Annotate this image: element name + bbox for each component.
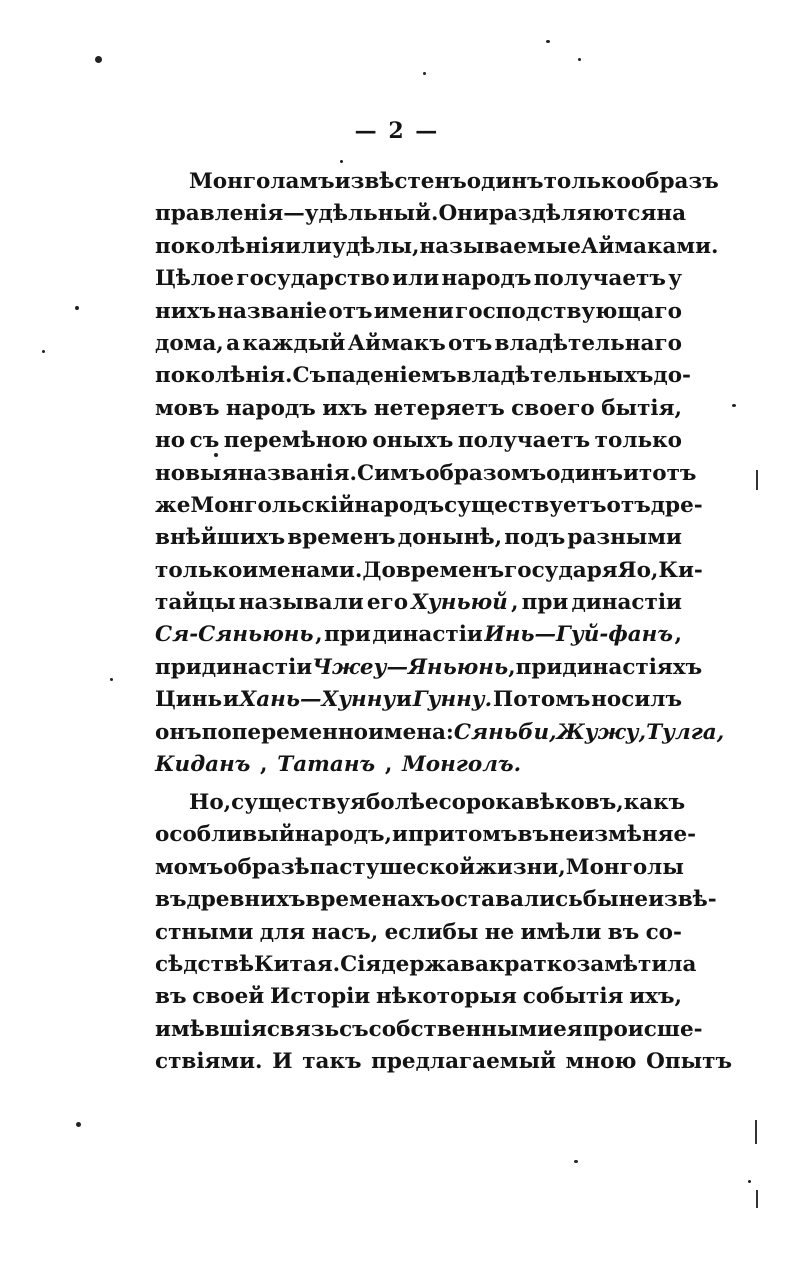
word: мною <box>565 1049 637 1075</box>
text-line <box>155 587 682 619</box>
word: Сяньби, <box>453 719 557 745</box>
word: династіи <box>201 654 313 680</box>
word: въ <box>155 887 187 913</box>
word: называли <box>238 590 364 616</box>
word: До <box>362 557 396 583</box>
scan-speck <box>546 40 550 43</box>
word: , <box>510 590 519 616</box>
word: дома, <box>155 330 224 356</box>
word: названія. <box>237 460 357 486</box>
scan-speck <box>110 678 113 681</box>
word: бытія, <box>601 395 682 421</box>
word: у <box>668 266 682 292</box>
word: Исторіи <box>270 984 371 1010</box>
word: образъ <box>630 169 719 194</box>
word: и <box>222 687 239 713</box>
word: собственными <box>368 1016 554 1042</box>
word: своего <box>511 395 595 421</box>
word: отъ <box>448 330 493 356</box>
word: временахъ <box>305 887 441 913</box>
word: Съ <box>292 363 327 389</box>
word: нѣкоторыя <box>376 984 517 1010</box>
word: или <box>285 233 333 259</box>
word: внѣйшихъ <box>155 525 286 551</box>
word: или <box>392 266 440 292</box>
word: получаетъ <box>457 428 591 454</box>
text-line <box>155 787 686 819</box>
word: мовъ <box>155 395 220 421</box>
word: владѣтельныхъ <box>456 363 654 389</box>
word: оныхъ <box>372 428 454 454</box>
text-line <box>155 490 703 522</box>
word: , <box>412 233 420 259</box>
word: событія <box>522 984 624 1010</box>
scan-speck <box>748 1180 751 1183</box>
text-line <box>155 555 703 587</box>
scan-speck <box>42 350 45 353</box>
word: момъ <box>155 854 224 880</box>
word: ея <box>553 1016 583 1042</box>
word: Чжеу—Яньюнь <box>312 654 509 680</box>
text-line <box>155 749 682 781</box>
scan-edge-mark <box>756 470 758 490</box>
text-line <box>155 522 682 554</box>
word: удѣльный. <box>304 201 439 227</box>
word: неизвѣ- <box>618 887 717 913</box>
word: онъ <box>155 719 202 745</box>
word: Симъ <box>356 460 426 486</box>
word: его <box>366 590 409 616</box>
word: именами. <box>242 557 363 583</box>
word: держава <box>381 951 489 977</box>
word: поколѣнія. <box>155 363 293 389</box>
text-line <box>155 360 691 392</box>
word: , <box>260 752 268 778</box>
scan-speck <box>340 160 343 163</box>
word: династіи <box>571 590 682 616</box>
word: Хуньюй <box>411 590 508 616</box>
word: попеременно <box>201 719 368 745</box>
word: только <box>155 557 243 583</box>
word: Монголъ. <box>401 752 522 778</box>
word: при <box>521 590 569 616</box>
text-line <box>155 166 719 198</box>
word: имѣли <box>520 919 602 945</box>
word: династіяхъ <box>562 654 703 680</box>
word: названіе <box>217 298 328 324</box>
word: Ки- <box>658 557 703 583</box>
word: стными <box>155 919 254 945</box>
paragraph-2 <box>155 787 732 1079</box>
scan-speck <box>574 1160 578 1163</box>
word: особливый <box>155 822 295 848</box>
word: при <box>515 654 563 680</box>
word: разными <box>567 525 682 551</box>
word: Инь—Гуй-фанъ <box>484 622 673 648</box>
word: какъ <box>623 790 686 815</box>
word: и <box>396 687 412 713</box>
word: народъ <box>441 266 532 292</box>
word: государя <box>504 557 618 583</box>
word: дре- <box>650 492 703 518</box>
word: нетеряетъ <box>373 395 505 421</box>
word: имѣвшія <box>155 1016 267 1042</box>
word: Но, <box>189 790 232 815</box>
word: одинъ <box>466 169 544 194</box>
word: извѣстенъ <box>334 169 467 194</box>
word: правленія <box>155 201 284 227</box>
word: на <box>656 201 687 227</box>
word: династіи <box>372 622 483 648</box>
text-line <box>155 231 719 263</box>
scan-speck <box>95 56 102 63</box>
text-line <box>155 819 697 851</box>
word: Монгольскій <box>190 492 355 518</box>
word: до- <box>653 363 691 389</box>
word: господствующаго <box>455 298 682 324</box>
word: Они <box>438 201 489 227</box>
word: оставались <box>440 887 583 913</box>
word: связь <box>266 1016 340 1042</box>
text-line <box>155 652 703 684</box>
page-number: — 2 — <box>354 118 440 144</box>
word: пастушеской <box>309 854 476 880</box>
word: существуетъ <box>444 492 607 518</box>
word: вѣковъ, <box>524 790 624 815</box>
word: имени <box>373 298 454 324</box>
word: Хань—Хунну <box>239 687 396 713</box>
word: но <box>155 428 186 454</box>
word: и <box>622 460 639 486</box>
word: Монголамъ <box>189 169 335 194</box>
word: такъ <box>302 1049 362 1075</box>
word: неизмѣняе- <box>548 822 697 848</box>
word: отъ <box>328 298 373 324</box>
text-line <box>155 328 682 360</box>
word: притомъ <box>407 822 518 848</box>
word: Ся-Сяньюнь <box>155 622 314 648</box>
text-line <box>155 425 682 457</box>
word: при <box>324 622 371 648</box>
word: поколѣнія <box>155 233 286 259</box>
word: называемые <box>419 233 581 259</box>
scan-speck <box>578 58 581 61</box>
word: еслибы <box>384 919 479 945</box>
word: не <box>484 919 515 945</box>
word: Гунну. <box>412 687 493 713</box>
word: бы <box>582 887 619 913</box>
word: Монголы <box>565 854 684 880</box>
word: болѣе <box>365 790 439 815</box>
scan-edge-mark <box>755 1120 757 1144</box>
word: ихъ <box>322 395 368 421</box>
word: Китая. <box>254 951 341 977</box>
word: тайцы <box>155 590 236 616</box>
word: древнихъ <box>186 887 306 913</box>
word: народъ <box>225 395 316 421</box>
word: со- <box>645 919 682 945</box>
paragraph-1 <box>155 166 725 781</box>
word: И <box>272 1049 293 1075</box>
word: съ <box>189 428 220 454</box>
word: предлагаемый <box>371 1049 556 1075</box>
scan-edge-mark <box>756 1190 758 1208</box>
word: Яо, <box>617 557 659 583</box>
word: временъ <box>287 525 396 551</box>
text-line <box>155 458 697 490</box>
word: народъ, <box>294 822 393 848</box>
word: въ <box>517 822 549 848</box>
word: Татанъ <box>277 752 376 778</box>
word: раздѣляются <box>488 201 657 227</box>
text-line <box>155 981 682 1013</box>
word: образомъ <box>425 460 547 486</box>
word: Опытъ <box>646 1049 732 1075</box>
word: сѣдствѣ <box>155 951 255 977</box>
word: насъ, <box>311 919 379 945</box>
word: нихъ <box>155 298 216 324</box>
word: донынѣ, <box>397 525 503 551</box>
word: — <box>283 201 305 227</box>
word: перемѣною <box>223 428 368 454</box>
word: Цинь <box>155 687 223 713</box>
word: а <box>226 330 241 356</box>
text-line <box>155 1046 732 1078</box>
word: , <box>508 654 516 680</box>
word: съ <box>339 1016 369 1042</box>
text-line <box>155 949 697 981</box>
word: государство <box>236 266 390 292</box>
scan-speck <box>732 404 736 407</box>
word: въ <box>155 984 187 1010</box>
word: только <box>543 169 631 194</box>
word: Цѣлое <box>155 266 235 292</box>
text-line <box>155 619 682 651</box>
text-line <box>155 717 725 749</box>
scan-speck <box>76 1122 81 1127</box>
word: , <box>315 622 323 648</box>
text-line <box>155 852 682 884</box>
word: каждый <box>242 330 346 356</box>
text-line <box>155 296 682 328</box>
word: образѣ <box>223 854 310 880</box>
text-line <box>155 1014 703 1046</box>
word: владѣтельнаго <box>494 330 682 356</box>
word: носилъ <box>591 687 682 713</box>
scan-speck <box>75 306 79 310</box>
word: при <box>155 654 202 680</box>
word: кратко <box>488 951 577 977</box>
word: Жужу, <box>556 719 647 745</box>
word: Аймакъ <box>347 330 446 356</box>
word: паденіемъ <box>326 363 457 389</box>
word: жизни, <box>475 854 566 880</box>
word: Сія <box>340 951 382 977</box>
word: сорока <box>438 790 525 815</box>
word: Аймаками. <box>580 233 719 259</box>
text-line <box>155 198 687 230</box>
word: въ <box>607 919 640 945</box>
scan-speck <box>423 72 426 75</box>
text-line <box>155 917 682 949</box>
text-line <box>155 684 682 716</box>
text-line <box>155 393 682 425</box>
word: происше- <box>582 1016 703 1042</box>
scan-speck <box>214 453 218 457</box>
word: тотъ <box>638 460 697 486</box>
word: Тулга, <box>646 719 725 745</box>
word: и <box>392 822 408 848</box>
word: получаетъ <box>533 266 666 292</box>
word: Киданъ <box>155 752 251 778</box>
word: удѣлы <box>332 233 412 259</box>
word: народъ <box>354 492 445 518</box>
word: же <box>155 492 191 518</box>
word: одинъ <box>546 460 623 486</box>
word: временъ <box>395 557 505 583</box>
text-line <box>155 884 717 916</box>
word: отъ <box>606 492 651 518</box>
word: своей <box>192 984 265 1010</box>
word: , <box>674 622 682 648</box>
word: подъ <box>504 525 566 551</box>
text-line <box>155 263 682 295</box>
word: только <box>594 428 682 454</box>
word: , <box>384 752 393 778</box>
word: замѣтила <box>576 951 697 977</box>
word: существуя <box>231 790 366 815</box>
word: новыя <box>155 460 238 486</box>
word: имена: <box>367 719 454 745</box>
word: Потомъ <box>492 687 591 713</box>
word: ствіями. <box>155 1049 263 1075</box>
word: ихъ, <box>629 984 682 1010</box>
word: для <box>259 919 306 945</box>
